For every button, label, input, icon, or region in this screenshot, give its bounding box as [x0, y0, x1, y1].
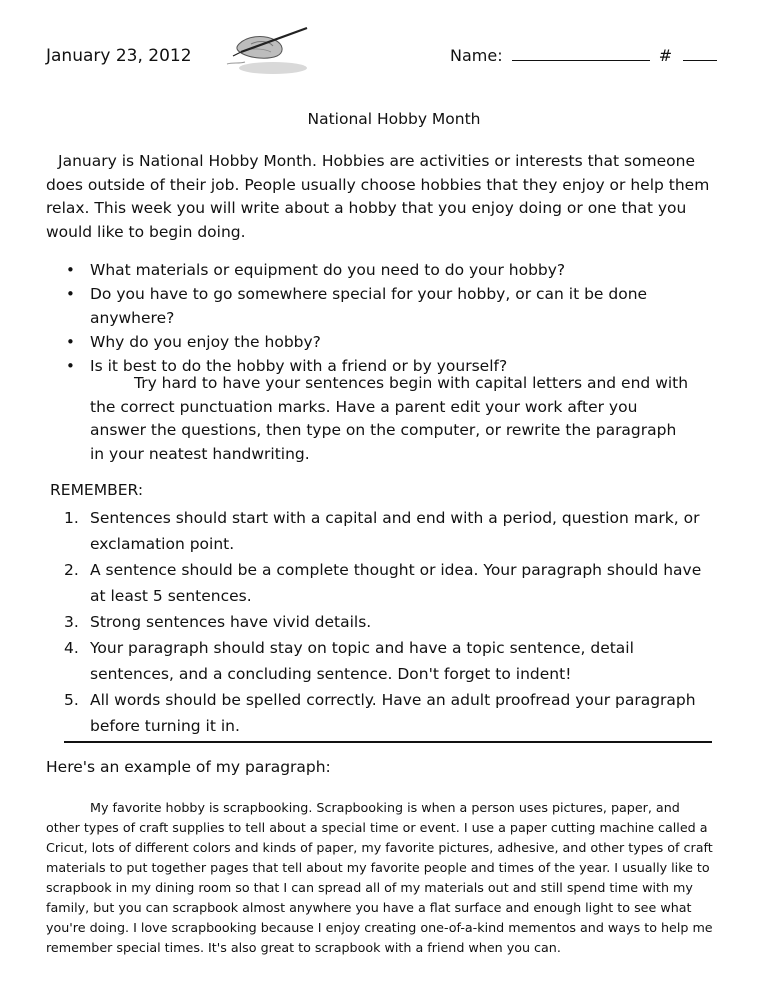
question-item: • What materials or equipment do you need to do your hobby? — [62, 258, 722, 282]
name-label: Name: — [450, 46, 503, 65]
rule-item — [64, 609, 704, 635]
question-list — [62, 258, 722, 378]
writing-hand-icon — [211, 22, 311, 78]
rule-item — [64, 505, 704, 557]
name-blank-line — [512, 59, 650, 61]
number-label: # — [658, 46, 673, 65]
page-title — [0, 110, 768, 128]
rule-item — [64, 557, 704, 609]
rule-text: All words should be spelled correctly. Have an adult proofread your paragraph before turning it in. — [90, 691, 696, 735]
rule-number: 3. — [64, 613, 79, 631]
page-title-text: National Hobby Month — [307, 110, 481, 128]
worksheet-date: January 23, 2012 — [46, 46, 192, 66]
number-blank-line — [683, 59, 717, 61]
example-paragraph: My favorite hobby is scrapbooking. Scrapbooking is when a person uses pictures, paper, and other types of craft supplies to tell about a special time or event. I use a paper cutting machine called a Cricut, lots of different colors and kinds of paper, my favorite pictures, adhesive, and other types of craft materials to put together pages that tell about my favorite people and times of the year. I usually like to scrapbook in my dining room so that I can spread all of my materials out and still spend time with my family, but you can scrapbook almost anywhere you have a flat surface and enough light to see what you're doing. I love scrapbooking because I enjoy creating one-of-a-kind mementos and ways to help me remember special times. It's also great to scrapbook with a friend when you can. — [46, 800, 713, 955]
rule-text: A sentence should be a complete thought or idea. Your paragraph should have at least 5 sentences. — [90, 561, 702, 605]
rule-item — [64, 635, 704, 687]
rule-number: 1. — [64, 509, 79, 527]
question-item: • Why do you enjoy the hobby? — [62, 330, 722, 354]
rule-number: 5. — [64, 691, 79, 709]
question-item: • Do you have to go somewhere special for your hobby, or can it be done anywhere? — [62, 282, 722, 330]
name-field — [450, 46, 721, 65]
rule-number: 4. — [64, 639, 79, 657]
question-item: • Is it best to do the hobby with a friend or by yourself? — [62, 354, 722, 378]
rule-number: 2. — [64, 561, 79, 579]
rule-text: Your paragraph should stay on topic and have a topic sentence, detail sentences, and a concluding sentence. Don't forget to indent! — [90, 639, 634, 683]
remember-heading: REMEMBER: — [50, 481, 144, 499]
rule-text: Strong sentences have vivid details. — [90, 613, 372, 631]
example-heading: Here's an example of my paragraph: — [46, 758, 331, 776]
worksheet-header — [46, 40, 708, 80]
rule-text: Sentences should start with a capital and end with a period, question mark, or exclamation point. — [90, 509, 700, 553]
section-divider — [64, 741, 712, 743]
remember-list — [64, 505, 704, 739]
rule-item — [64, 687, 704, 739]
instructions-paragraph: Try hard to have your sentences begin with capital letters and end with the correct punctuation marks. Have a parent edit your work after you answer the questions, then type on the computer, or rewrite the paragraph in your neatest handwriting. — [90, 374, 689, 463]
intro-paragraph: January is National Hobby Month. Hobbies are activities or interests that someone does outside of their job. People usually choose hobbies that they enjoy or help them relax. This week you will write about a hobby that you enjoy doing or one that you would like to begin doing. — [46, 152, 710, 241]
